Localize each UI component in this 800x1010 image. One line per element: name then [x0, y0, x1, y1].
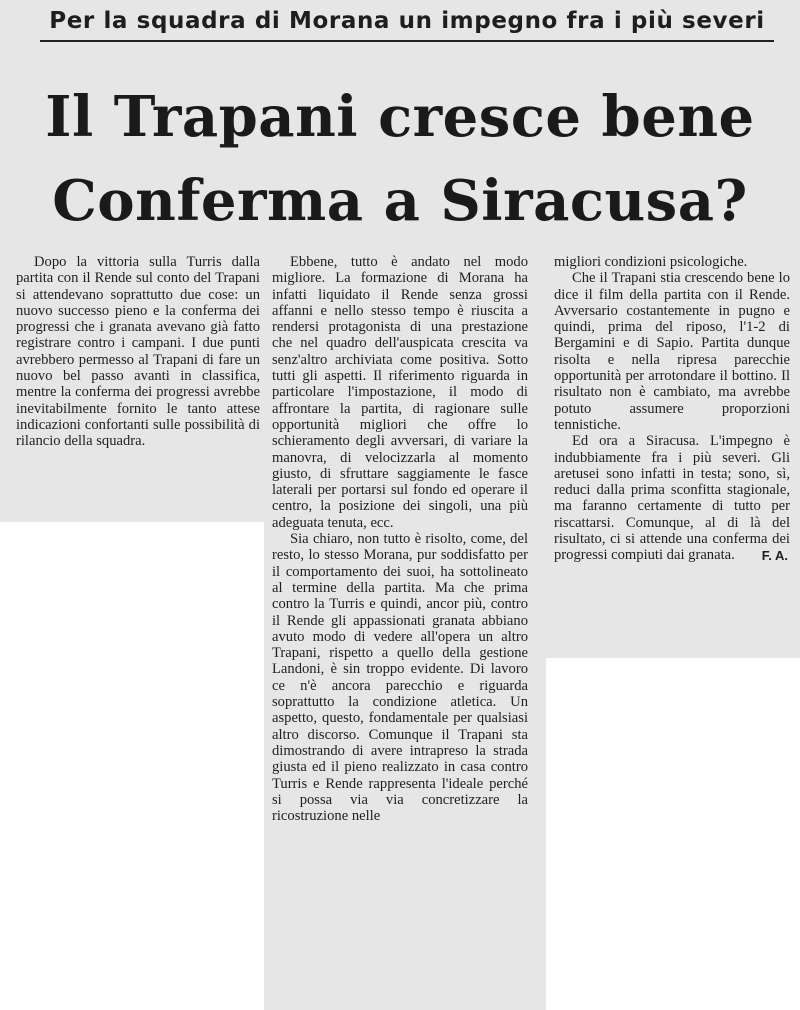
paragraph: Dopo la vittoria sulla Turris dalla partita con il Rende sul conto del Trapani si attendevano soprattutto due cose: un nuovo successo pieno e la conferma dei progressi che i granata avevano già fatto registrare contro i campani. I due punti avrebbero permesso al Trapani di fare un nuovo bel passo avanti in classifica, mentre la conferma dei progressi avrebbe inevitabilmente fornito le tanto attese indicazioni confortanti sulle possibilità di rilancio della squadra.	[16, 254, 260, 450]
kicker-headline: Per la squadra di Morana un impegno fra i più severi	[40, 4, 774, 42]
paragraph: Ebbene, tutto è andato nel modo migliore. La formazione di Morana ha infatti liquidato il Rende senza grossi affanni e nello stesso tempo è riuscita a rendersi protagonista di una prestazione che nel quadro dell'auspicata crescita va senz'altro archiviata come positiva. Sotto tutti gli aspetti. Il riferimento riguarda in particolare l'impostazione, il modo di affrontare la partita, di ragionare sulle opportunità migliori che offre lo schieramento degli avversari, di variare la manovra, di velocizzarla al momento giusto, di sfruttare saggiamente le fasce laterali per portarsi sul fondo ed operare il centro, la posizione dei singoli, una più adeguata tenuta, ecc.	[272, 254, 528, 531]
article-column-3	[554, 254, 790, 564]
paragraph: Sia chiaro, non tutto è risolto, come, del resto, lo stesso Morana, pur soddisfatto per il comportamento dei suoi, ha sottolineato al termine della partita. Ma che prima contro la Turris e quindi, ancor più, contro il Rende gli appassionati granata abbiano avuto modo di vedere all'opera un altro Trapani, rispetto a quello della gestione Landoni, è sin troppo evidente. Di lavoro ce n'è ancora parecchio e riguarda soprattutto la condizione atletica. Un aspetto, questo, fondamentale per qualsiasi altro discorso. Comunque il Trapani sta dimostrando di avere intrapreso la strada giusta ed il pieno realizzato in casa contro Turris e Rende rappresenta l'ideale perché si possa via via concretizzare la ricostruzione nelle	[272, 531, 528, 825]
headline-line-2: Conferma a Siracusa?	[52, 168, 748, 234]
paragraph-continuation: migliori condizioni psicologiche.	[554, 254, 748, 270]
paragraph: Ed ora a Siracusa. L'impegno è indubbiamente fra i più severi. Gli aretusei sono infatti in testa; sono, sì, reduci dalla prima sconfitta stagionale, ma faranno certamente di tutto per riscattarsi. Comunque, al di là del risultato, ci si attende una conferma dei progressi compiuti dai granata.	[554, 433, 790, 564]
article-column-2	[272, 254, 528, 824]
article-column-1	[16, 254, 260, 450]
author-signature: F. A.	[761, 547, 788, 563]
paragraph: Che il Trapani stia crescendo bene lo dice il film della partita con il Rende. Avversario costantemente in pugno e quindi, prima del riposo, l'1-2 di Bergamini e di Sapio. Partita dunque risolta e nella ripresa parecchie opportunità per arrotondare il bottino. Il risultato non è cambiato, ma avrebbe potuto assumere proporzioni tennistiche.	[554, 270, 790, 433]
headline-line-1: Il Trapani cresce bene	[45, 84, 755, 150]
